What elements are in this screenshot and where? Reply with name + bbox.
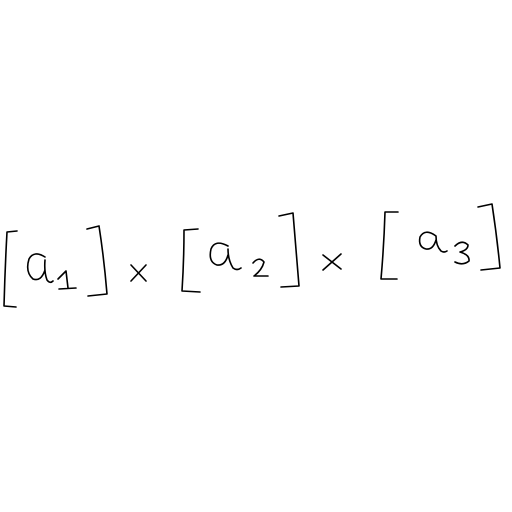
term-1-close-bracket [87,226,107,296]
term-2 [182,213,299,292]
term-2-letter-a [210,243,241,269]
term-3-subscript-3 [455,242,469,264]
term-1-open-bracket [4,231,17,307]
operator-times-2 [323,254,341,270]
term-3-letter-a [420,232,447,252]
term-1-subscript-1 [58,271,76,289]
term-3-close-bracket [478,204,500,270]
term-2-open-bracket [182,229,200,292]
operator-times-1 [131,265,146,281]
term-3-open-bracket [381,212,398,279]
term-1 [4,226,107,307]
term-2-subscript-2 [253,259,268,276]
term-1-letter-a [28,254,53,282]
term-3 [381,204,500,279]
term-2-close-bracket [279,213,299,287]
